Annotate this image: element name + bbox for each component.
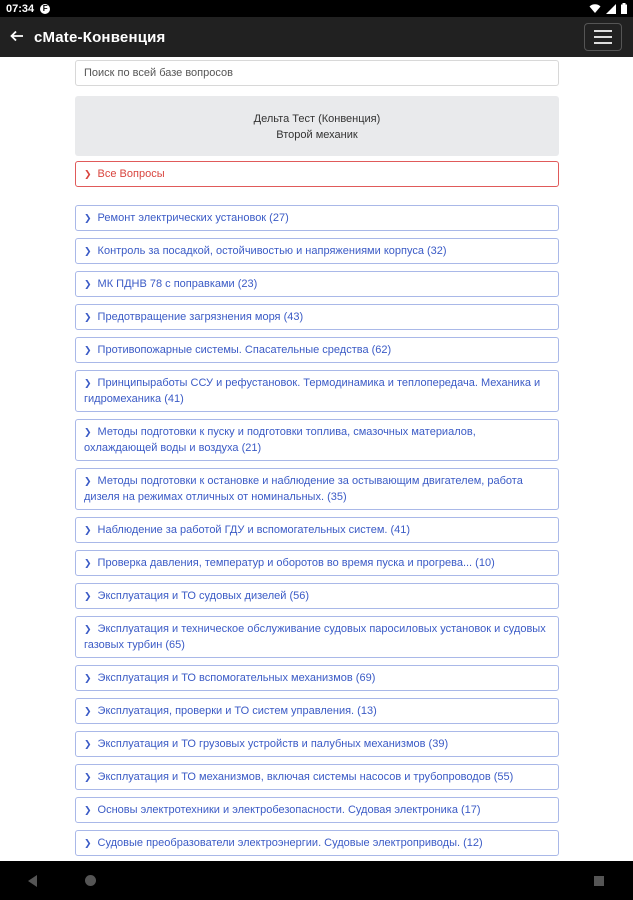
battery-icon (621, 3, 627, 14)
system-nav-bar (0, 861, 633, 900)
category-label: Эксплуатация и ТО грузовых устройств и палубных механизмов (39) (97, 738, 449, 750)
nav-home-icon[interactable] (85, 875, 96, 886)
category-label: Основы электротехники и электробезопасности. Судовая электроника (17) (97, 804, 481, 816)
category-item[interactable] (75, 731, 559, 757)
category-label: Методы подготовки к пуску и подготовки топлива, смазочных материалов, охлаждающей воды и воздуха (21) (84, 426, 476, 454)
category-label: Предотвращение загрязнения моря (43) (97, 311, 304, 323)
category-label: Эксплуатация и техническое обслуживание судовых паросиловых установок и судовых газовых турбин (65) (84, 623, 546, 651)
chevron-right-icon: ❯ (84, 246, 92, 256)
test-title: Дельта Тест (Конвенция) (253, 113, 381, 125)
chevron-right-icon: ❯ (84, 345, 92, 355)
category-item[interactable] (75, 830, 559, 856)
category-item[interactable] (75, 797, 559, 823)
chevron-right-icon: ❯ (84, 624, 92, 634)
category-item[interactable] (75, 665, 559, 691)
back-arrow-icon[interactable] (0, 27, 34, 48)
wifi-icon (589, 4, 601, 14)
chevron-right-icon: ❯ (84, 558, 92, 568)
status-bar (0, 0, 633, 17)
chevron-right-icon: ❯ (84, 213, 92, 223)
chevron-right-icon: ❯ (84, 476, 92, 486)
category-label: Противопожарные системы. Спасательные средства (62) (97, 344, 392, 356)
category-item[interactable] (75, 205, 559, 231)
search-input[interactable] (75, 60, 559, 86)
status-icons (589, 3, 627, 14)
chevron-right-icon: ❯ (84, 706, 92, 716)
category-label: Принципыработы ССУ и рефустановок. Термодинамика и теплопередача. Механика и гидромеханика (41) (84, 377, 541, 405)
category-label: Эксплуатация и ТО вспомогательных механизмов (69) (97, 672, 376, 684)
status-time: 07:34 (6, 2, 35, 15)
page-title: cMate-Конвенция (34, 28, 166, 46)
chevron-right-icon: ❯ (84, 772, 92, 782)
test-subtitle: Второй механик (276, 129, 358, 141)
signal-icon (606, 4, 616, 14)
main-content (0, 57, 633, 861)
test-header (75, 96, 559, 156)
category-label: Ремонт электрических установок (27) (97, 212, 289, 224)
category-label: Наблюдение за работой ГДУ и вспомогательных систем. (41) (97, 524, 411, 536)
hamburger-menu-icon[interactable] (584, 23, 622, 51)
category-label: Эксплуатация, проверки и ТО систем управления. (13) (97, 705, 377, 717)
category-label: Эксплуатация и ТО судовых дизелей (56) (97, 590, 310, 602)
all-questions-label: Все Вопросы (97, 168, 165, 180)
chevron-right-icon: ❯ (84, 525, 92, 535)
category-label: Проверка давления, температур и оборотов во время пуска и прогрева... (10) (97, 557, 495, 569)
chevron-right-icon: ❯ (84, 279, 92, 289)
category-item[interactable] (75, 616, 559, 658)
category-label: МК ПДНВ 78 с поправками (23) (97, 278, 258, 290)
category-item[interactable] (75, 550, 559, 576)
category-list (75, 205, 559, 896)
category-item[interactable] (75, 304, 559, 330)
app-bar (0, 17, 633, 57)
category-label: Эксплуатация и ТО механизмов, включая системы насосов и трубопроводов (55) (97, 771, 514, 783)
chevron-right-icon: ❯ (84, 838, 92, 848)
app-notification-icon: F (40, 4, 50, 14)
category-item[interactable] (75, 271, 559, 297)
category-item[interactable] (75, 517, 559, 543)
category-item[interactable] (75, 583, 559, 609)
chevron-right-icon: ❯ (84, 591, 92, 601)
category-item[interactable] (75, 764, 559, 790)
category-item[interactable] (75, 238, 559, 264)
chevron-right-icon: ❯ (84, 427, 92, 437)
chevron-right-icon: ❯ (84, 739, 92, 749)
category-item[interactable] (75, 370, 559, 412)
chevron-right-icon: ❯ (84, 312, 92, 322)
chevron-right-icon: ❯ (84, 378, 92, 388)
category-label: Контроль за посадкой, остойчивостью и напряжениями корпуса (32) (97, 245, 447, 257)
nav-back-icon[interactable] (28, 875, 37, 887)
all-questions-button[interactable] (75, 161, 559, 187)
category-item[interactable] (75, 698, 559, 724)
category-label: Судовые преобразователи электроэнергии. Судовые электроприводы. (12) (97, 837, 483, 849)
category-item[interactable] (75, 419, 559, 461)
chevron-right-icon: ❯ (84, 168, 92, 179)
category-item[interactable] (75, 468, 559, 510)
nav-recents-icon[interactable] (594, 876, 604, 886)
category-item[interactable] (75, 337, 559, 363)
category-label: Методы подготовки к остановке и наблюдение за остывающим двигателем, работа дизеля на режимах отличных от номинальных. (35) (84, 475, 523, 503)
chevron-right-icon: ❯ (84, 805, 92, 815)
chevron-right-icon: ❯ (84, 673, 92, 683)
